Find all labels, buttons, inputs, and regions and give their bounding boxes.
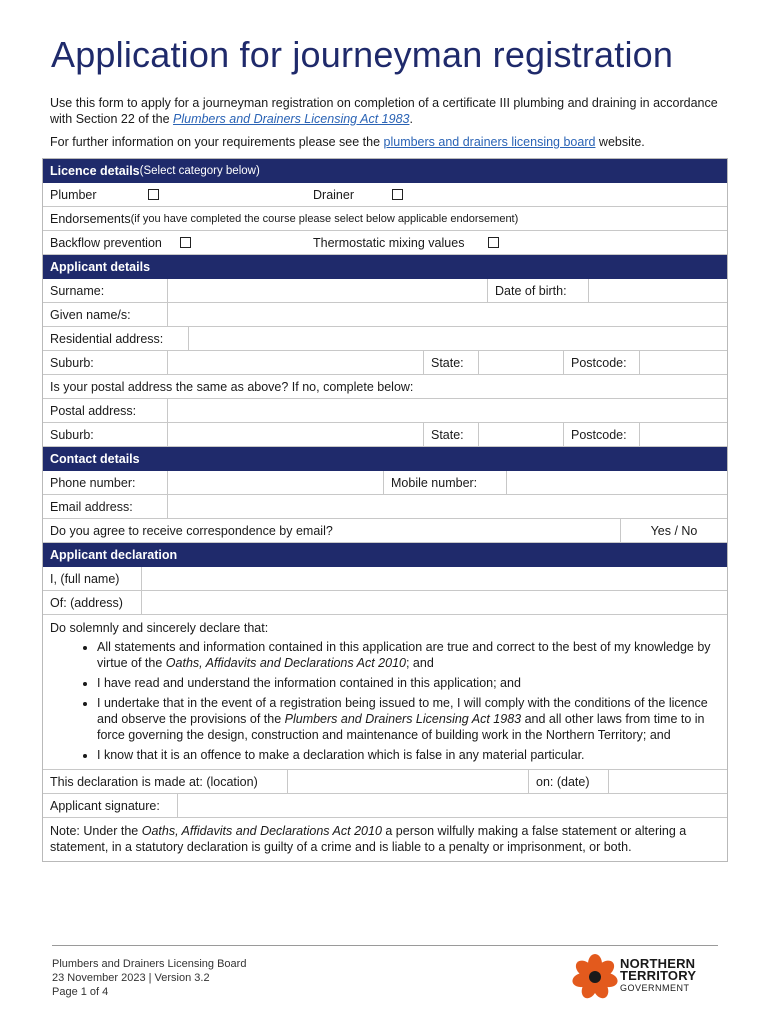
thermostatic-checkbox[interactable] <box>488 237 499 248</box>
location-date-row <box>43 770 727 794</box>
applicant-header-label: Applicant details <box>50 260 151 274</box>
declaration-header-label: Applicant declaration <box>50 548 178 562</box>
given-names-label: Given name/s: <box>43 303 168 326</box>
declaration-item-4: • I know that it is an offence to make a declaration which is false in any material particular. <box>97 747 720 763</box>
mobile-input[interactable] <box>507 471 727 494</box>
surname-row <box>43 279 727 303</box>
signature-label: Applicant signature: <box>43 794 178 817</box>
postal-address-label: Postal address: <box>43 399 168 422</box>
backflow-option <box>43 231 306 254</box>
backflow-checkbox[interactable] <box>180 237 191 248</box>
page-title: Application for journeyman registration <box>51 34 674 75</box>
surname-label: Surname: <box>43 279 168 302</box>
thermostatic-option <box>306 231 727 254</box>
intro-text-2: For further information on your requirements please see the <box>50 135 384 149</box>
declaration-item-3 <box>97 695 720 743</box>
intro-paragraph-2 <box>50 134 730 150</box>
footer-divider <box>52 945 718 946</box>
legal-note <box>43 818 727 861</box>
application-form <box>42 158 728 862</box>
full-name-label: I, (full name) <box>43 567 142 590</box>
declaration-item-1-end: ; and <box>405 656 434 670</box>
contact-header-label: Contact details <box>50 452 140 466</box>
postal-state-input[interactable] <box>479 423 564 446</box>
nt-government-logo <box>572 954 712 1000</box>
drainer-option <box>306 183 727 206</box>
footer-board-name: Plumbers and Drainers Licensing Board <box>52 958 247 970</box>
logo-line-2: TERRITORY <box>620 968 697 983</box>
logo-line-3: GOVERNMENT <box>620 983 690 993</box>
licence-category-row <box>43 183 727 207</box>
postcode-label: Postcode: <box>564 351 640 374</box>
logo-center <box>589 971 601 983</box>
endorsement-options-row <box>43 231 727 255</box>
signature-row <box>43 794 727 818</box>
postal-question-row <box>43 375 727 399</box>
email-consent-label: Do you agree to receive correspondence by email? <box>43 519 621 542</box>
email-consent-choice[interactable]: Yes / No <box>650 523 698 538</box>
given-names-input[interactable] <box>168 303 727 326</box>
declaration-intro: Do solemnly and sincerely declare that: <box>50 621 269 635</box>
declaration-item-3-end: and all other laws from time to in force governing the design, construction and maintenance of building work in the Northern Territory; and <box>97 712 705 742</box>
endorsements-sub: (if you have completed the course please select below applicable endorsement) <box>130 212 519 225</box>
desert-rose-icon <box>572 954 618 1000</box>
suburb-input[interactable] <box>168 351 424 374</box>
footer-version: 23 November 2023 | Version 3.2 <box>52 972 210 984</box>
dob-input[interactable] <box>589 279 727 302</box>
logo-line-1: NORTHERN <box>620 956 696 971</box>
email-row <box>43 495 727 519</box>
residential-address-input[interactable] <box>189 327 727 350</box>
logo-wordmark <box>620 958 696 994</box>
licence-details-header <box>43 159 727 183</box>
of-address-label: Of: (address) <box>43 591 142 614</box>
postcode-input[interactable] <box>640 351 727 374</box>
note-act: Oaths, Affidavits and Declarations Act 2010 <box>141 824 382 838</box>
of-address-input[interactable] <box>142 591 727 614</box>
residential-address-row <box>43 327 727 351</box>
declaration-list <box>50 639 720 763</box>
declaration-item-3-text: I undertake that in the event of a registration being issued to me, I will comply with the conditions of the licence and observe the provisions of the <box>97 696 708 726</box>
contact-details-header <box>43 447 727 471</box>
intro-text-2-end: website. <box>595 135 645 149</box>
plumber-option <box>43 183 306 206</box>
endorsements-row <box>43 207 727 231</box>
signature-input[interactable] <box>178 794 727 817</box>
dob-label: Date of birth: <box>488 279 589 302</box>
postal-question-label: Is your postal address the same as above? If no, complete below: <box>50 379 414 394</box>
postal-state-label: State: <box>424 423 479 446</box>
postal-suburb-input[interactable] <box>168 423 424 446</box>
thermostatic-label: Thermostatic mixing values <box>313 235 465 250</box>
postal-postcode-input[interactable] <box>640 423 727 446</box>
mobile-label: Mobile number: <box>384 471 507 494</box>
residential-address-label: Residential address: <box>43 327 189 350</box>
location-input[interactable] <box>288 770 529 793</box>
location-label: This declaration is made at: (location) <box>43 770 288 793</box>
state-input[interactable] <box>479 351 564 374</box>
postal-suburb-label: Suburb: <box>43 423 168 446</box>
licence-header-sub: (Select category below) <box>139 165 260 177</box>
surname-input[interactable] <box>168 279 488 302</box>
licence-header-label <box>43 159 267 183</box>
applicant-details-header <box>43 255 727 279</box>
of-address-row <box>43 591 727 615</box>
phone-label: Phone number: <box>43 471 168 494</box>
board-website-link[interactable]: plumbers and drainers licensing board <box>383 135 596 149</box>
phone-input[interactable] <box>168 471 384 494</box>
declaration-statements <box>43 615 727 770</box>
plumber-checkbox[interactable] <box>148 189 159 200</box>
declaration-item-1 <box>97 639 720 671</box>
intro <box>50 95 730 150</box>
backflow-label: Backflow prevention <box>50 235 162 250</box>
email-input[interactable] <box>168 495 727 518</box>
footer <box>52 957 246 999</box>
intro-paragraph-1 <box>50 95 730 127</box>
plumber-label: Plumber <box>50 187 97 202</box>
declaration-item-1-text: All statements and information contained in this application are true and correct to the best of my knowledge by virtue of the <box>97 640 711 670</box>
intro-text: Use this form to apply for a journeyman registration on completion of a certificate III plumbing and draining in accordance with Section 22 of the <box>50 96 718 126</box>
given-names-row <box>43 303 727 327</box>
intro-text-end: . <box>409 112 413 126</box>
postal-suburb-row <box>43 423 727 447</box>
licence-header-text: Licence details <box>50 164 140 178</box>
note-text-end: a person wilfully making a false statement or altering a statement, in a statutory declaration is guilty of a crime and is liable to a penalty or imprisonment, or both. <box>50 824 687 854</box>
postal-postcode-label: Postcode: <box>564 423 640 446</box>
footer-page-number: Page 1 of 4 <box>52 986 109 998</box>
full-name-input[interactable] <box>142 567 727 590</box>
date-input[interactable] <box>609 770 727 793</box>
date-label: on: (date) <box>529 770 609 793</box>
postal-address-input[interactable] <box>168 399 727 422</box>
full-name-row <box>43 567 727 591</box>
act-link[interactable]: Plumbers and Drainers Licensing Act 1983 <box>173 112 410 126</box>
drainer-label: Drainer <box>313 187 354 202</box>
suburb-label: Suburb: <box>43 351 168 374</box>
declaration-item-3-act: Plumbers and Drainers Licensing Act 1983 <box>284 712 522 726</box>
endorsements-label <box>43 207 525 230</box>
email-label: Email address: <box>43 495 168 518</box>
suburb-row <box>43 351 727 375</box>
note-text: Note: Under the <box>50 824 142 838</box>
email-consent-row <box>43 519 727 543</box>
postal-address-row <box>43 399 727 423</box>
drainer-checkbox[interactable] <box>392 189 403 200</box>
endorsements-text: Endorsements <box>50 211 131 226</box>
state-label: State: <box>424 351 479 374</box>
phone-row <box>43 471 727 495</box>
declaration-item-1-act: Oaths, Affidavits and Declarations Act 2010 <box>165 656 406 670</box>
declaration-header <box>43 543 727 567</box>
declaration-item-2: • I have read and understand the information contained in this application; and <box>97 675 720 691</box>
